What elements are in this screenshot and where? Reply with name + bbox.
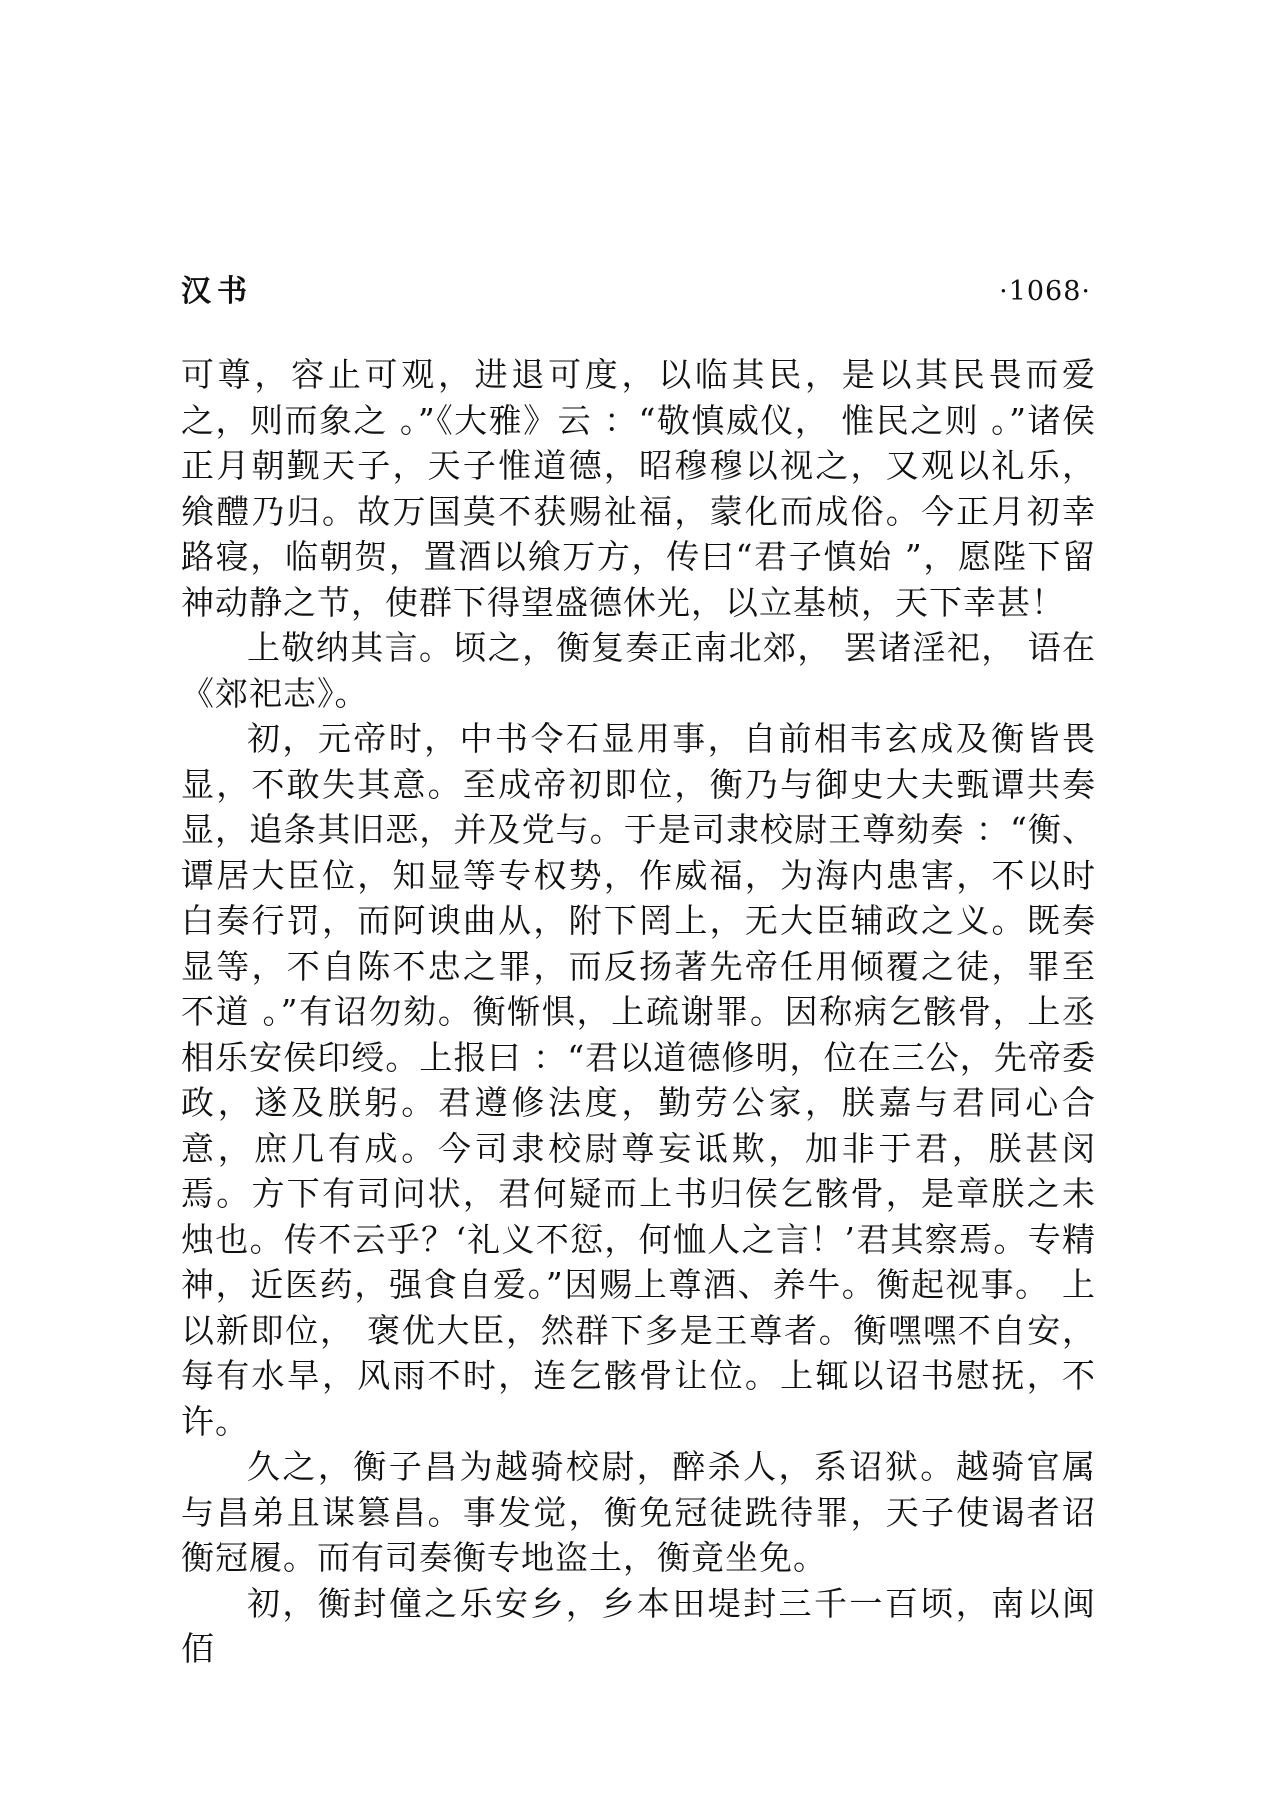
page-number: ·1068· xyxy=(999,276,1091,307)
book-title: 汉书 xyxy=(181,274,253,309)
paragraph-2: 上敬纳其言。顷之，衡复奏正南北郊， 罢诸淫祀， 语在《郊祀志》。 xyxy=(181,628,1096,713)
paragraph-1: 可尊，容止可观，进退可度，以临其民，是以其民畏而爱之，则而象之 。”《大雅》云 ：“敬慎威仪， 惟民之则 。”诸侯正月朝觐天子，天子惟道德，昭穆穆以视之，又观以礼乐，飨醴乃归。故万国莫不获赐祉福，蒙化而成俗。今正月初幸路寝，临朝贺，置酒以飨万方，传曰“君子慎始 ”，愿陛下留神动静之节，使群下得望盛德休光，以立基桢，天下幸甚！ xyxy=(181,355,1096,622)
paragraph-5: 初，衡封僮之乐安乡，乡本田堤封三千一百顷，南以闽佰 xyxy=(181,1583,1096,1668)
body-text xyxy=(181,352,1096,1672)
page-header xyxy=(181,270,1091,314)
paragraph-4: 久之，衡子昌为越骑校尉，醉杀人，系诏狱。越骑官属与昌弟且谋篡昌。事发觉，衡免冠徒跣待罪，天子使谒者诏衡冠履。而有司奏衡专地盗土，衡竟坐免。 xyxy=(181,1447,1096,1577)
paragraph-3: 初，元帝时，中书令石显用事，自前相韦玄成及衡皆畏显，不敢失其意。至成帝初即位，衡乃与御史大夫甄谭共奏显，追条其旧恶，并及党与。于是司隶校尉王尊劾奏 ：“衡、谭居大臣位，知显等专权势，作威福，为海内患害，不以时白奏行罚，而阿谀曲从，附下罔上，无大臣辅政之义。既奏显等，不自陈不忠之罪，而反扬著先帝任用倾覆之徒，罪至不道 。”有诏勿劾。衡惭惧，上疏谢罪。因称病乞骸骨，上丞相乐安侯印绶。上报曰 ：“君以道德修明，位在三公，先帝委政，遂及朕躬。君遵修法度，勤劳公家，朕嘉与君同心合意，庶几有成。今司隶校尉尊妄诋欺，加非于君，朕甚闵焉。方下有司问状，君何疑而上书归侯乞骸骨，是章朕之未烛也。传不云乎？‘礼义不愆，何恤人之言！’君其察焉。专精神，近医药，强食自爱。”因赐上尊酒、养牛。衡起视事。 上以新即位， 褒优大臣，然群下多是王尊者。衡嘿嘿不自安，每有水旱，风雨不时，连乞骸骨让位。上辄以诏书慰抚，不许。 xyxy=(181,719,1096,1441)
